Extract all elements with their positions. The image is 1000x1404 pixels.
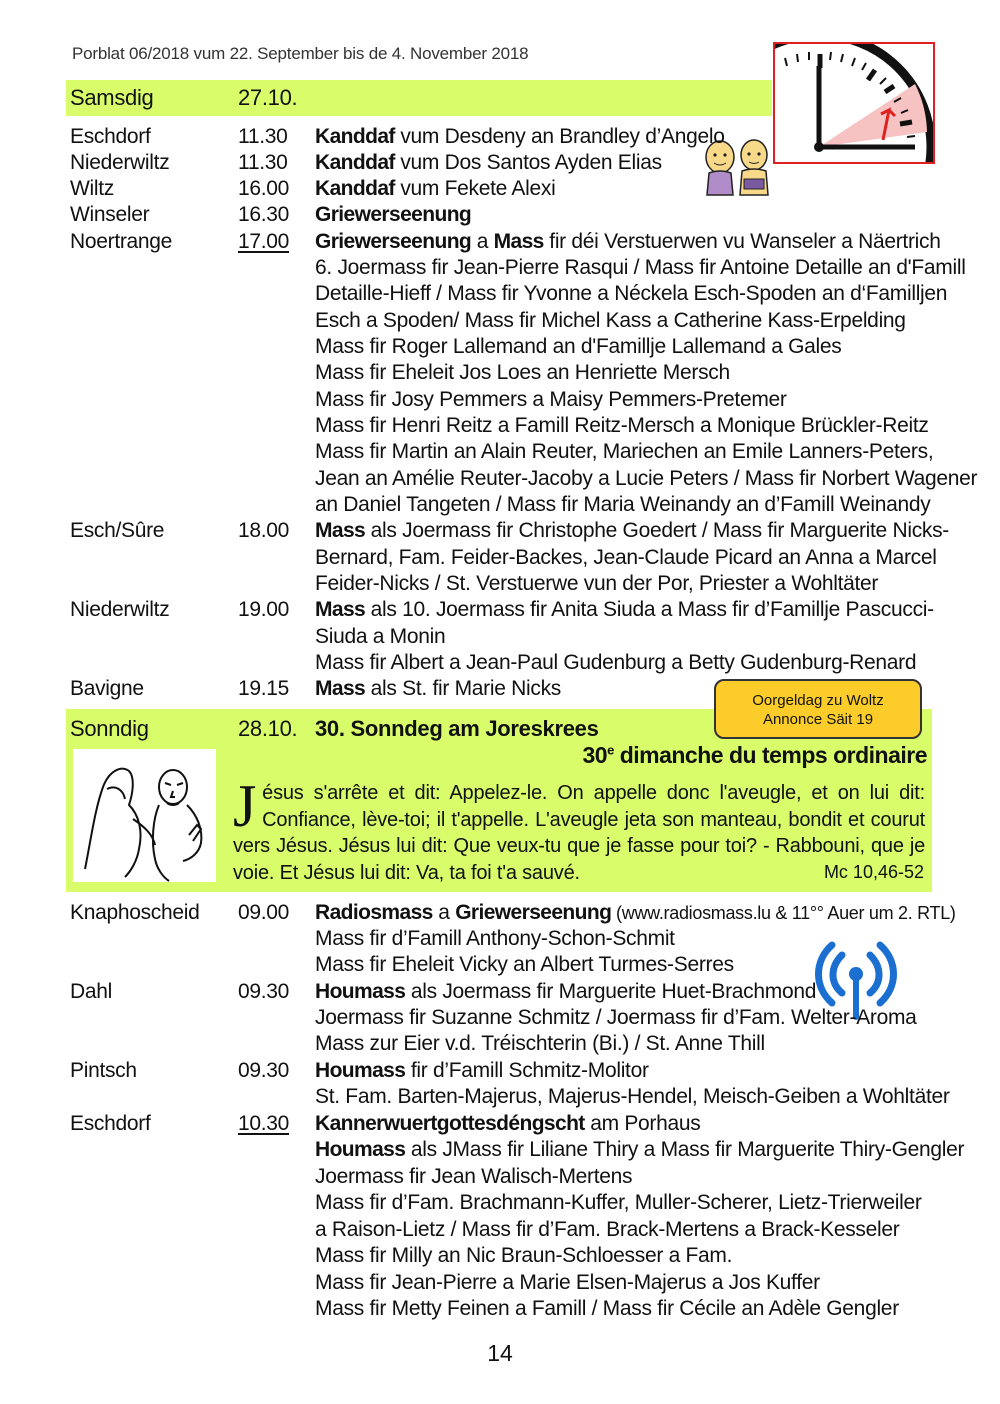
saturday-header <box>70 85 940 111</box>
schedule-row: Winseler 16.30 Griewerseenung <box>70 203 472 226</box>
schedule-line: Jean an Amélie Reuter-Jacoby a Lucie Peters / Mass fir Norbert Wagener <box>315 467 978 490</box>
schedule-line: Mass fir Eheleit Vicky an Albert Turmes-Serres <box>315 953 734 976</box>
schedule-line: Mass fir Milly an Nic Braun-Schloesser a Fam. <box>315 1244 733 1267</box>
schedule-line: Mass fir Martin an Alain Reuter, Mariechen an Emile Lanners-Peters, <box>315 440 934 463</box>
schedule-line: Joermass fir Suzanne Schmitz / Joermass fir d’Fam. Welter-Aroma <box>315 1006 917 1029</box>
schedule-line: St. Fam. Barten-Majerus, Majerus-Hendel, Meisch-Geiben a Wohltäter <box>315 1085 950 1108</box>
sunday-header <box>70 716 940 742</box>
schedule-line: Mass fir Metty Feinen a Famill / Mass fir Cécile an Adèle Gengler <box>315 1297 899 1320</box>
schedule-row: Bavigne 19.15 Mass als St. fir Marie Nicks <box>70 677 561 700</box>
french-title: 30e dimanche du temps ordinaire <box>582 742 927 768</box>
page-number: 14 <box>487 1340 513 1366</box>
schedule-line: Mass fir Albert a Jean-Paul Gudenburg a Betty Gudenburg-Renard <box>315 651 917 674</box>
schedule-line: Mass fir Josy Pemmers a Maisy Pemmers-Pretemer <box>315 388 787 411</box>
schedule-line: Joermass fir Jean Walisch-Mertens <box>315 1165 633 1188</box>
schedule-line: Mass fir Henri Reitz a Famill Reitz-Mersch a Monique Brückler-Reitz <box>315 414 929 437</box>
day-name: Samsdig <box>70 85 154 110</box>
jesus-blind-man-drawing <box>73 749 216 882</box>
day-date: 28.10. <box>238 716 298 741</box>
schedule-row: Niederwiltz 19.00 Mass als 10. Joermass fir Anita Siuda a Mass fir d’Famillje Pascucci- <box>70 598 934 621</box>
schedule-row: Eschdorf 11.30 Kanddaf vum Desdeny an Brandley d’Angelo <box>70 125 725 148</box>
schedule-line: 6. Joermass fir Jean-Pierre Rasqui / Mass fir Antoine Detaille an d'Famill <box>315 256 966 279</box>
orgel-line2: Annonce Säit 19 <box>762 711 874 728</box>
schedule-row: Pintsch 09.30 Houmass fir d’Famill Schmitz-Molitor <box>70 1059 649 1082</box>
schedule-row: Esch/Sûre 18.00 Mass als Joermass fir Christophe Goedert / Mass fir Marguerite Nicks- <box>70 519 949 542</box>
orgel-line1: Oorgeldag zu Woltz <box>752 692 884 709</box>
schedule-line: Mass fir d’Fam. Brachmann-Kuffer, Muller-Scherer, Lietz-Trierweiler <box>315 1191 922 1214</box>
schedule-line: Mass fir Jean-Pierre a Marie Elsen-Majerus a Jos Kuffer <box>315 1271 820 1294</box>
schedule-line: Esch a Spoden/ Mass fir Michel Kass a Catherine Kass-Erpelding <box>315 309 906 332</box>
schedule-line: Siuda a Monin <box>315 625 446 648</box>
gospel-reference: Mc 10,46-52 <box>823 862 924 882</box>
schedule-row: Knaphoscheid 09.00 Radiosmass a Griewerseenung (www.radiosmass.lu & 11°° Auer um 2. RTL) <box>70 901 956 924</box>
schedule-line: Bernard, Fam. Feider-Backes, Jean-Claude Picard an Anna a Marcel <box>315 546 937 569</box>
gospel-body: ésus s'arrête et dit: Appelez-le. On appelle donc l'aveugle, et on lui dit: Confiance, lève-toi; il t'appelle. L'aveugle jeta son manteau, bondit et courut vers Jésus. Jésus lui dit: Que veux-tu que je fasse pour toi? - Rabbouni, que je voie. Et Jésus lui dit: Va, ta foi t'a sauvé. <box>233 782 925 884</box>
day-date: 27.10. <box>238 85 298 110</box>
schedule-line: Detaille-Hieff / Mass fir Yvonne a Néckela Esch-Spoden an d‘Familljen <box>315 282 948 305</box>
schedule-row: Wiltz 16.00 Kanddaf vum Fekete Alexi <box>70 177 556 200</box>
page-header: Porblat 06/2018 vum 22. September bis de 4. November 2018 <box>72 44 529 63</box>
schedule-row: Houmass als JMass fir Liliane Thiry a Mass fir Marguerite Thiry-Gengler <box>315 1138 965 1161</box>
schedule-line: a Raison-Lietz / Mass fir d’Fam. Brack-Mertens a Brack-Kesseler <box>315 1218 900 1241</box>
gospel-dropcap: J <box>233 773 257 839</box>
schedule-line: Mass fir Eheleit Jos Loes an Henriette Mersch <box>315 361 730 384</box>
day-name: Sonndig <box>70 716 149 741</box>
schedule-line: Mass fir Roger Lallemand an d'Famillje Lallemand a Gales <box>315 335 842 358</box>
schedule-row: Dahl 09.30 Houmass als Joermass fir Marguerite Huet-Brachmond <box>70 980 817 1003</box>
schedule-line: Mass fir d’Famill Anthony-Schon-Schmit <box>315 927 675 950</box>
schedule-line: an Daniel Tangeten / Mass fir Maria Weinandy an d’Famill Weinandy <box>315 493 931 516</box>
schedule-row: Noertrange 17.00 Griewerseenung a Mass fir déi Verstuerwen vu Wanseler a Näertrich <box>70 230 941 253</box>
schedule-row: Eschdorf 10.30 Kannerwuertgottesdéngscht am Porhaus <box>70 1112 701 1135</box>
schedule-line: Mass zur Eier v.d. Tréischterin (Bi.) / St. Anne Thill <box>315 1032 765 1055</box>
schedule-line: Feider-Nicks / St. Verstuerwe vun der Por, Priester a Wohltäter <box>315 572 879 595</box>
sunday-title: 30. Sonndeg am Joreskrees <box>315 716 599 741</box>
schedule-row: Niederwiltz 11.30 Kanddaf vum Dos Santos Ayden Elias <box>70 151 662 174</box>
gospel-text <box>233 773 925 886</box>
